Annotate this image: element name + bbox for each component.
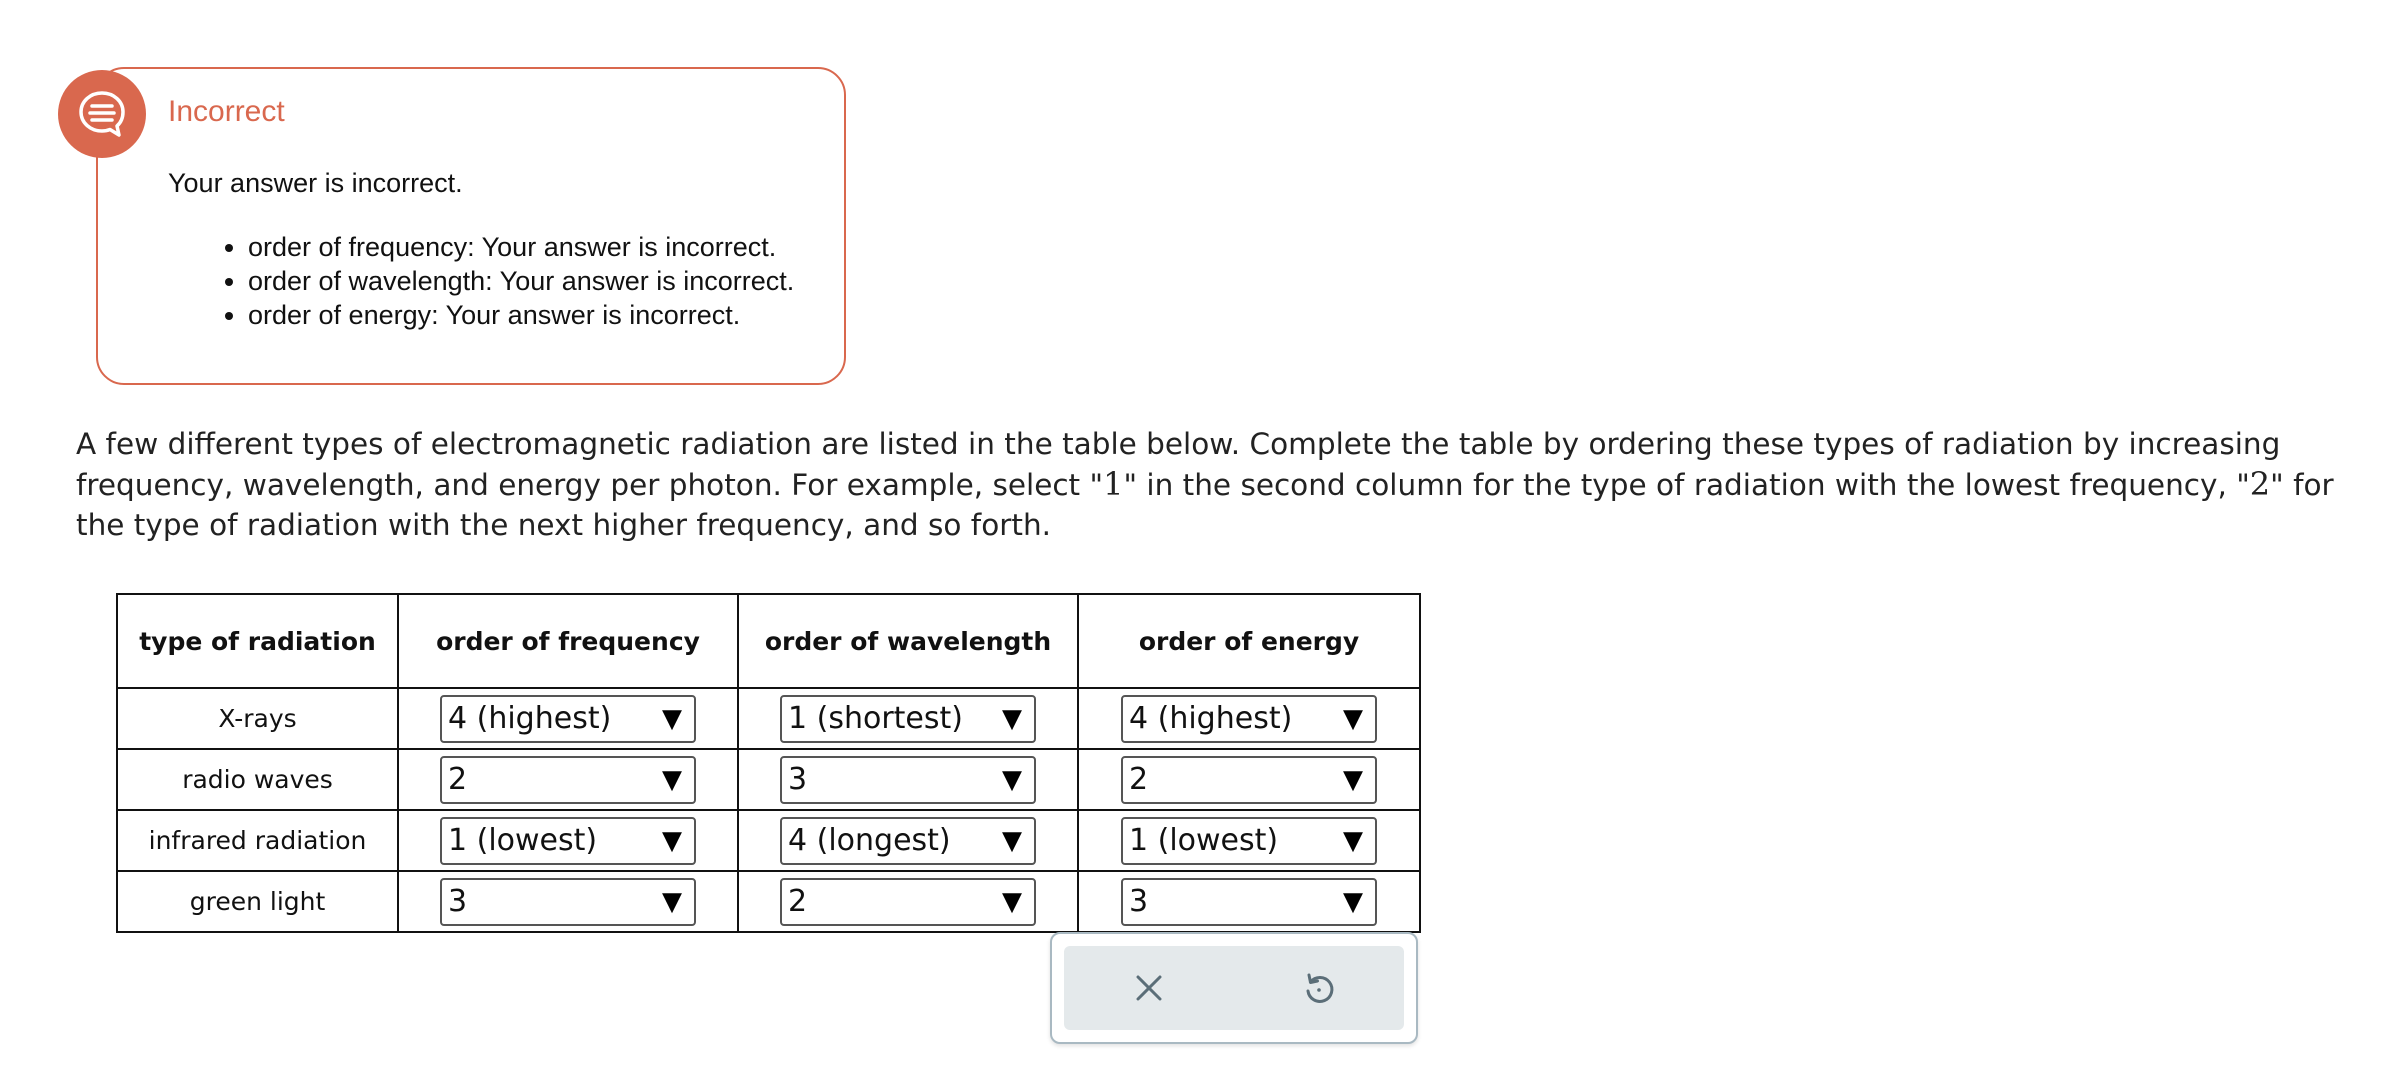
frequency-cell — [398, 810, 738, 871]
dropdown-arrow-icon: ▼ — [1343, 825, 1363, 856]
select-value: 2 — [448, 762, 468, 797]
reset-answer-button[interactable] — [1289, 958, 1349, 1018]
feedback-item: • order of energy: Your answer is incorrect. — [248, 298, 794, 332]
dropdown-arrow-icon: ▼ — [1343, 886, 1363, 917]
select-value: 3 — [1129, 884, 1149, 919]
energy-cell — [1078, 871, 1420, 932]
header-frequency: order of frequency — [398, 594, 738, 688]
radiation-type: X-rays — [117, 688, 398, 749]
feedback-list — [218, 230, 794, 332]
speech-bubble-icon — [74, 86, 130, 142]
wavelength-select[interactable] — [780, 695, 1036, 743]
feedback-item: • order of frequency: Your answer is incorrect. — [248, 230, 794, 264]
dropdown-arrow-icon: ▼ — [662, 764, 682, 795]
select-value: 1 (shortest) — [788, 701, 963, 736]
radiation-table — [116, 593, 1421, 933]
wavelength-cell — [738, 688, 1078, 749]
energy-select[interactable] — [1121, 756, 1377, 804]
frequency-select[interactable] — [440, 878, 696, 926]
feedback-summary: Your answer is incorrect. — [168, 168, 463, 198]
wavelength-cell — [738, 749, 1078, 810]
table-row — [117, 749, 1420, 810]
select-value: 1 (lowest) — [448, 823, 598, 858]
dropdown-arrow-icon: ▼ — [1002, 703, 1022, 734]
frequency-select[interactable] — [440, 756, 696, 804]
feedback-title: Incorrect — [168, 95, 285, 128]
question-text-part: " for the type of radiation with the next higher frequency, and so forth. — [76, 468, 2334, 542]
dropdown-arrow-icon: ▼ — [1002, 886, 1022, 917]
select-value: 4 (longest) — [788, 823, 951, 858]
dropdown-arrow-icon: ▼ — [662, 886, 682, 917]
table-row — [117, 810, 1420, 871]
radiation-type: radio waves — [117, 749, 398, 810]
header-wavelength: order of wavelength — [738, 594, 1078, 688]
energy-cell — [1078, 688, 1420, 749]
dropdown-arrow-icon: ▼ — [1343, 764, 1363, 795]
radiation-type: green light — [117, 871, 398, 932]
radiation-type: infrared radiation — [117, 810, 398, 871]
header-energy: order of energy — [1078, 594, 1420, 688]
frequency-cell — [398, 688, 738, 749]
select-value: 2 — [1129, 762, 1149, 797]
question-number: 1 — [1103, 465, 1124, 503]
energy-select[interactable] — [1121, 695, 1377, 743]
frequency-select[interactable] — [440, 817, 696, 865]
select-value: 2 — [788, 884, 808, 919]
energy-cell — [1078, 749, 1420, 810]
dropdown-arrow-icon: ▼ — [1002, 825, 1022, 856]
select-value: 1 (lowest) — [1129, 823, 1279, 858]
dropdown-arrow-icon: ▼ — [1343, 703, 1363, 734]
select-value: 4 (highest) — [1129, 701, 1293, 736]
question-text-part: A few different types of electromagnetic radiation are listed in the table below. Complete the table by ordering these types of radiation by increasing frequency, wavelength, and energy per photon. For example, select " — [76, 427, 2281, 502]
frequency-cell — [398, 871, 738, 932]
feedback-item: • order of wavelength: Your answer is incorrect. — [248, 264, 794, 298]
energy-cell — [1078, 810, 1420, 871]
wavelength-select[interactable] — [780, 817, 1036, 865]
table-row — [117, 688, 1420, 749]
undo-icon — [1300, 969, 1338, 1007]
dropdown-arrow-icon: ▼ — [662, 825, 682, 856]
wavelength-select[interactable] — [780, 878, 1036, 926]
select-value: 3 — [448, 884, 468, 919]
frequency-cell — [398, 749, 738, 810]
select-value: 4 (highest) — [448, 701, 612, 736]
dropdown-arrow-icon: ▼ — [1002, 764, 1022, 795]
question-text — [76, 424, 2376, 545]
close-icon — [1132, 971, 1166, 1005]
dropdown-arrow-icon: ▼ — [662, 703, 682, 734]
question-number: 2 — [2249, 465, 2271, 503]
feedback-badge — [58, 70, 146, 158]
clear-answer-button[interactable] — [1119, 958, 1179, 1018]
action-bar-inner — [1064, 946, 1404, 1030]
question-text-part: " in the second column for the type of radiation with the lowest frequency, " — [1123, 468, 2250, 502]
wavelength-select[interactable] — [780, 756, 1036, 804]
wavelength-cell — [738, 871, 1078, 932]
frequency-select[interactable] — [440, 695, 696, 743]
table-row — [117, 871, 1420, 932]
answer-action-bar — [1050, 932, 1418, 1044]
select-value: 3 — [788, 762, 808, 797]
table-header-row — [117, 594, 1420, 688]
header-type: type of radiation — [117, 594, 398, 688]
wavelength-cell — [738, 810, 1078, 871]
energy-select[interactable] — [1121, 878, 1377, 926]
energy-select[interactable] — [1121, 817, 1377, 865]
